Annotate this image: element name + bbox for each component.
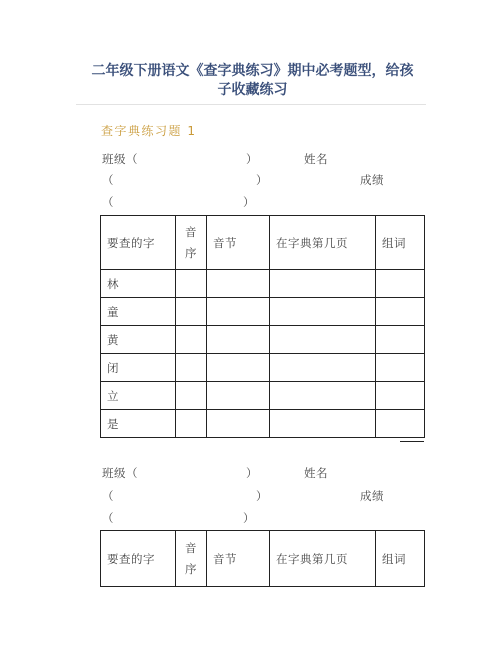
- score-close-paren: ）: [243, 511, 255, 525]
- cell-word[interactable]: [376, 298, 425, 326]
- header-page: 在字典第几页: [270, 216, 376, 270]
- table-row: [101, 410, 425, 438]
- name-close-paren: ）: [256, 489, 268, 503]
- class-close-paren: ）: [246, 152, 258, 166]
- score-label: 成绩: [360, 173, 384, 187]
- cell-syllable[interactable]: [207, 382, 270, 410]
- cell-syllable[interactable]: [207, 298, 270, 326]
- class-label: 班级（: [102, 466, 138, 480]
- name-close-paren: ）: [256, 173, 268, 187]
- cell-pinyin-initial[interactable]: [176, 298, 207, 326]
- header-word: 组词: [376, 531, 425, 587]
- score-label: 成绩: [360, 489, 384, 503]
- row-char: 是: [101, 410, 176, 438]
- cell-word[interactable]: [376, 270, 425, 298]
- score-close-paren: ）: [243, 195, 255, 209]
- header-pinyin-initial-text: 音序: [185, 224, 197, 260]
- class-close-paren: ）: [246, 466, 258, 480]
- table-row: [101, 326, 425, 354]
- table-end-rule: [400, 441, 424, 442]
- table-row: [101, 382, 425, 410]
- table-header-row: [101, 531, 425, 587]
- cell-syllable[interactable]: [207, 410, 270, 438]
- class-label: 班级（: [102, 152, 138, 166]
- title-divider: [76, 104, 426, 105]
- row-char: 黄: [101, 326, 176, 354]
- name-label: 姓名: [304, 466, 328, 480]
- row-char: 立: [101, 382, 176, 410]
- header-page: 在字典第几页: [270, 531, 376, 587]
- dictionary-table-1: [100, 215, 425, 438]
- cell-page[interactable]: [270, 382, 376, 410]
- cell-pinyin-initial[interactable]: [176, 270, 207, 298]
- cell-page[interactable]: [270, 298, 376, 326]
- cell-word[interactable]: [376, 354, 425, 382]
- cell-page[interactable]: [270, 270, 376, 298]
- title-line-2: 子收藏练习: [217, 82, 288, 98]
- title-line-1: 二年级下册语文《查字典练习》期中必考题型，给孩: [91, 63, 414, 79]
- cell-pinyin-initial[interactable]: [176, 354, 207, 382]
- score-open-paren: （: [102, 511, 114, 525]
- cell-syllable[interactable]: [207, 270, 270, 298]
- cell-syllable[interactable]: [207, 326, 270, 354]
- cell-page[interactable]: [270, 410, 376, 438]
- name-open-paren: （: [102, 173, 114, 187]
- cell-pinyin-initial[interactable]: [176, 410, 207, 438]
- dictionary-table-2: [100, 530, 425, 587]
- score-open-paren: （: [102, 195, 114, 209]
- cell-page[interactable]: [270, 326, 376, 354]
- name-label: 姓名: [304, 152, 328, 166]
- table-row: [101, 354, 425, 382]
- header-word: 组词: [376, 216, 425, 270]
- row-char: 童: [101, 298, 176, 326]
- cell-word[interactable]: [376, 382, 425, 410]
- table-row: [101, 270, 425, 298]
- header-syllable: 音节: [207, 531, 270, 587]
- cell-syllable[interactable]: [207, 354, 270, 382]
- name-open-paren: （: [102, 489, 114, 503]
- cell-pinyin-initial[interactable]: [176, 382, 207, 410]
- header-pinyin-initial: [176, 216, 207, 270]
- document-title: [60, 62, 445, 100]
- cell-pinyin-initial[interactable]: [176, 326, 207, 354]
- table-header-row: [101, 216, 425, 270]
- section-heading: 查字典练习题 1: [101, 124, 197, 138]
- header-pinyin-initial: [176, 531, 207, 587]
- cell-word[interactable]: [376, 326, 425, 354]
- cell-page[interactable]: [270, 354, 376, 382]
- header-char: 要查的字: [101, 216, 176, 270]
- header-pinyin-initial-text: 音序: [185, 540, 197, 576]
- header-syllable: 音节: [207, 216, 270, 270]
- table-row: [101, 298, 425, 326]
- header-char: 要查的字: [101, 531, 176, 587]
- row-char: 闭: [101, 354, 176, 382]
- cell-word[interactable]: [376, 410, 425, 438]
- row-char: 林: [101, 270, 176, 298]
